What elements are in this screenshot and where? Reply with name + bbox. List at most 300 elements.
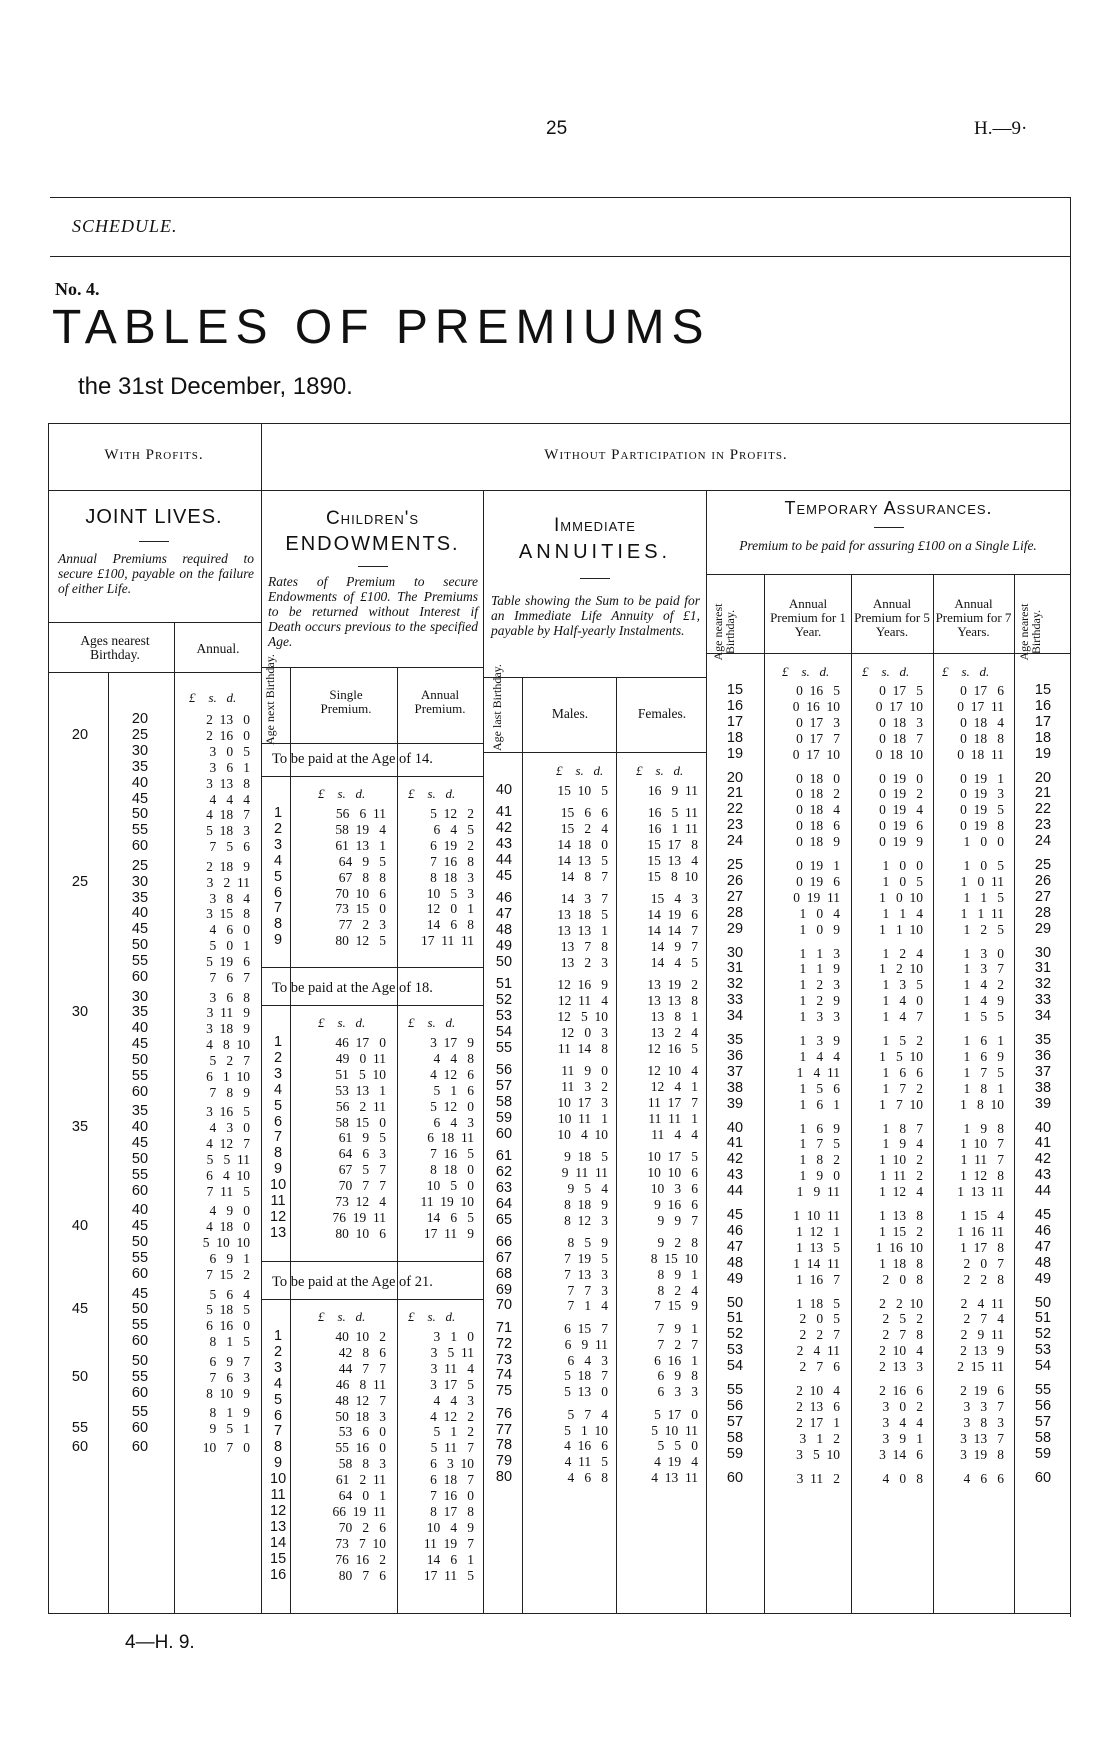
children-units-single: £ s. d. (318, 1309, 366, 1324)
joint-premium: 5 19 6 (206, 954, 250, 970)
temporary-age-right: 48 (1034, 1254, 1052, 1271)
annuities-header-bottom-rule (484, 752, 706, 753)
temporary-age-right: 20 (1034, 769, 1052, 786)
children-single-premium: 46 8 11 (335, 1376, 386, 1392)
temporary-7yr-premium: 1 1 11 (960, 905, 1004, 921)
temporary-age-right: 44 (1034, 1183, 1052, 1200)
annuities-col-males: Males. (551, 706, 589, 721)
temporary-age-right: 50 (1034, 1294, 1052, 1311)
temporary-age-left: 37 (726, 1063, 744, 1080)
temporary-1yr-premium: 1 4 4 (799, 1048, 840, 1064)
children-section-heading-rule (262, 1005, 483, 1006)
annuities-divider-1 (522, 677, 523, 1613)
joint-premium: 3 11 9 (206, 1005, 250, 1021)
temporary-age-right: 60 (1034, 1469, 1052, 1486)
children-col-age: Age next Birthday. (263, 654, 277, 745)
table-left-frame (48, 423, 49, 1613)
joint-second-age: 45 (131, 1135, 149, 1152)
temporary-1yr-premium: 1 18 5 (796, 1295, 840, 1311)
joint-units: £ s. d. (189, 690, 237, 705)
joint-premium: 10 7 0 (202, 1440, 250, 1456)
temporary-header-top-rule (707, 574, 1070, 575)
temporary-7yr-premium: 1 3 7 (963, 961, 1004, 977)
children-age: 5 (273, 868, 283, 885)
temporary-units-1yr: £ s. d. (782, 664, 830, 679)
annuity-males: 12 0 3 (560, 1024, 608, 1040)
temporary-age-right: 49 (1034, 1270, 1052, 1287)
joint-second-age: 60 (131, 1384, 149, 1401)
joint-second-age: 60 (131, 838, 149, 855)
temporary-age-left: 22 (726, 801, 744, 818)
with-profits-heading: With Profits. (104, 447, 204, 463)
annuity-males: 9 18 5 (564, 1148, 608, 1164)
annuity-males: 15 6 6 (560, 805, 608, 821)
children-single-premium: 80 10 6 (335, 1225, 386, 1241)
temporary-age-left: 56 (726, 1397, 744, 1414)
children-single-premium: 56 2 11 (335, 1098, 386, 1114)
children-annual-premium: 4 4 3 (433, 1392, 474, 1408)
joint-second-age: 50 (131, 1301, 149, 1318)
annuity-age: 71 (495, 1319, 513, 1336)
children-annual-premium: 7 16 0 (430, 1488, 474, 1503)
children-age: 9 (273, 1161, 283, 1178)
temporary-age-left: 27 (726, 888, 744, 905)
subtitle: the 31st December, 1890. (78, 373, 353, 400)
children-single-premium: 44 7 7 (338, 1360, 386, 1376)
temporary-age-right: 21 (1034, 785, 1052, 802)
joint-second-age: 30 (131, 873, 149, 890)
temporary-1yr-premium: 1 14 11 (793, 1255, 840, 1271)
children-units-annual: £ s. d. (408, 786, 456, 801)
annuity-females: 9 2 8 (657, 1234, 698, 1250)
joint-premium: 3 13 8 (206, 775, 250, 791)
children-single-premium: 66 19 11 (332, 1503, 386, 1519)
joint-second-age: 40 (131, 1020, 149, 1037)
temporary-7yr-premium: 3 19 8 (960, 1446, 1004, 1462)
joint-primary-age: 25 (71, 873, 89, 890)
joint-second-age: 45 (131, 1218, 149, 1235)
children-single-premium: 76 19 11 (332, 1209, 386, 1225)
children-age: 12 (270, 1502, 287, 1519)
joint-premium: 3 16 5 (206, 1104, 250, 1120)
temporary-5yr-premium: 0 17 5 (879, 683, 923, 698)
temporary-age-right: 58 (1034, 1429, 1052, 1446)
children-units-annual: £ s. d. (408, 1309, 456, 1324)
joint-second-age: 50 (131, 1352, 149, 1369)
temporary-7yr-premium: 1 13 11 (957, 1184, 1004, 1200)
temporary-age-right: 18 (1034, 729, 1052, 746)
joint-second-age: 60 (131, 1266, 149, 1282)
temporary-age-left: 59 (726, 1445, 744, 1462)
temporary-age-left: 35 (726, 1032, 744, 1048)
annuity-age: 64 (495, 1195, 513, 1212)
children-single-premium: 53 6 0 (338, 1424, 386, 1440)
annuity-age: 72 (495, 1335, 513, 1352)
annuities-units-females: £ s. d. (636, 763, 684, 778)
temporary-1yr-premium: 0 17 7 (796, 730, 840, 746)
section-rule (48, 490, 1070, 491)
temporary-age-left: 42 (726, 1151, 744, 1168)
temporary-age-left: 47 (726, 1238, 744, 1255)
children-age: 3 (273, 1065, 283, 1082)
children-annual-premium: 5 1 2 (433, 1424, 474, 1440)
joint-premium: 3 18 9 (206, 1021, 250, 1037)
joint-second-age: 60 (131, 1083, 149, 1100)
footer-code: 4—H. 9. (125, 1632, 195, 1653)
temporary-header-bottom-rule (707, 653, 1070, 654)
temporary-age-right: 42 (1034, 1151, 1052, 1168)
joint-second-age: 35 (131, 1103, 149, 1120)
annuity-males: 4 6 8 (567, 1470, 608, 1486)
children-annual-premium: 14 6 5 (426, 1209, 474, 1225)
temporary-1yr-premium: 0 19 1 (796, 858, 840, 873)
annuity-females: 9 16 6 (654, 1196, 698, 1212)
temporary-age-right: 59 (1034, 1445, 1052, 1462)
temporary-5yr-premium: 1 8 7 (882, 1120, 923, 1136)
children-age: 2 (273, 820, 283, 837)
annuities-title-line2: ANNUITIES. (518, 541, 672, 563)
temporary-5yr-premium: 1 18 8 (879, 1255, 923, 1271)
joint-premium: 4 6 0 (209, 922, 250, 938)
temporary-1yr-premium: 2 13 6 (796, 1398, 840, 1414)
children-single-premium: 73 15 0 (335, 901, 386, 917)
children-annual-premium: 6 4 3 (433, 1114, 474, 1130)
annuity-males: 12 11 4 (557, 993, 608, 1008)
temporary-5yr-premium: 1 5 10 (879, 1048, 923, 1064)
annuity-males: 4 16 6 (564, 1438, 608, 1454)
annuities-col-age: Age last Birthday. (490, 664, 504, 751)
joint-divider-1 (108, 672, 109, 1613)
temporary-5yr-premium: 1 2 10 (879, 961, 923, 977)
joint-second-age: 55 (131, 1167, 149, 1183)
annuity-age: 44 (495, 852, 513, 868)
temporary-7yr-premium: 1 6 9 (963, 1048, 1004, 1064)
annuity-age: 45 (495, 867, 513, 884)
temporary-5yr-premium: 1 16 10 (875, 1239, 923, 1255)
temporary-7yr-premium: 1 3 0 (963, 945, 1004, 961)
temporary-7yr-premium: 0 18 8 (960, 730, 1004, 746)
annuity-age: 68 (495, 1265, 513, 1282)
joint-second-age: 50 (131, 1052, 149, 1069)
joint-premium: 5 6 4 (209, 1286, 250, 1302)
temporary-5yr-premium: 0 19 6 (879, 818, 923, 834)
children-age: 6 (273, 1407, 283, 1424)
joint-second-age: 45 (131, 1285, 149, 1302)
temporary-age-left: 34 (726, 1008, 744, 1025)
temporary-1yr-premium: 1 7 5 (799, 1136, 840, 1152)
temporary-age-left: 40 (726, 1119, 744, 1136)
temporary-7yr-premium: 1 0 11 (960, 873, 1004, 889)
annuity-age: 59 (495, 1109, 513, 1126)
divider-joint-children (261, 423, 262, 1613)
temporary-age-right: 28 (1034, 904, 1052, 921)
temporary-1yr-premium: 3 5 10 (796, 1446, 840, 1462)
annuity-males: 13 13 1 (557, 923, 608, 938)
children-single-premium: 61 9 5 (338, 1130, 386, 1146)
annuities-units-males: £ s. d. (556, 763, 604, 778)
joint-col-annual: Annual. (196, 641, 240, 656)
joint-second-age: 60 (131, 1419, 149, 1436)
annuity-females: 9 9 7 (657, 1212, 698, 1228)
joint-lives-note: Annual Premiums required to secure £100, payable on the failure of either Life. (58, 551, 254, 596)
temporary-age-right: 39 (1034, 1095, 1052, 1112)
children-age: 4 (273, 852, 283, 869)
children-annual-premium: 6 18 11 (427, 1130, 474, 1146)
annuity-age: 47 (495, 906, 513, 923)
temporary-5yr-premium: 2 16 6 (879, 1383, 923, 1398)
temporary-7yr-premium: 1 15 4 (960, 1208, 1004, 1223)
annuity-males: 5 13 0 (564, 1384, 608, 1400)
temporary-age-right: 47 (1034, 1238, 1052, 1255)
children-section-heading: To be paid at the Age of 14. (272, 751, 433, 767)
temporary-5yr-premium: 0 19 2 (879, 786, 923, 802)
temporary-1yr-premium: 1 4 11 (796, 1064, 840, 1080)
temporary-1yr-premium: 1 13 5 (796, 1239, 840, 1255)
joint-second-age: 55 (131, 1068, 149, 1084)
joint-lives-title: JOINT LIVES. (85, 506, 223, 528)
temporary-7yr-premium: 1 2 5 (963, 921, 1004, 937)
joint-premium: 3 0 5 (209, 743, 250, 759)
annuity-age: 78 (495, 1437, 513, 1454)
children-col-annual: Annual Premium. (414, 687, 466, 716)
joint-second-age: 20 (131, 711, 149, 727)
annuity-age: 74 (495, 1367, 513, 1384)
temporary-1yr-premium: 1 1 9 (799, 961, 840, 977)
temporary-age-left: 18 (726, 729, 744, 746)
joint-primary-age: 45 (71, 1301, 89, 1318)
annuity-females: 10 3 6 (650, 1180, 698, 1196)
temporary-age-left: 51 (726, 1310, 744, 1327)
annuities-header-top-rule (484, 677, 706, 678)
temporary-age-left: 23 (726, 817, 744, 834)
joint-premium: 4 8 10 (206, 1037, 250, 1053)
joint-premium: 5 18 3 (206, 823, 250, 839)
joint-second-age: 35 (131, 758, 149, 775)
temporary-title: Temporary Assurances. (784, 498, 993, 518)
children-single-premium: 67 5 7 (338, 1162, 386, 1178)
annuity-males: 14 8 7 (560, 868, 608, 884)
annuity-females: 11 4 4 (651, 1126, 698, 1142)
temporary-5yr-premium: 0 18 7 (879, 730, 923, 746)
children-single-premium: 50 18 3 (335, 1408, 386, 1424)
annuity-males: 12 16 9 (557, 977, 608, 993)
children-age: 7 (273, 900, 283, 917)
annuity-males: 12 5 10 (557, 1008, 608, 1024)
temporary-5yr-premium: 1 0 0 (882, 858, 923, 873)
temporary-age-left: 25 (726, 857, 744, 873)
temporary-1yr-premium: 0 19 6 (796, 873, 840, 889)
temporary-7yr-premium: 0 17 11 (957, 698, 1004, 714)
annuity-females: 13 8 1 (650, 1008, 698, 1024)
temporary-5yr-premium: 2 7 8 (882, 1327, 923, 1343)
annuity-females: 5 10 11 (651, 1422, 698, 1438)
children-annual-premium: 4 4 8 (433, 1050, 474, 1066)
temporary-age-right: 43 (1034, 1167, 1052, 1184)
children-single-premium: 58 8 3 (338, 1456, 386, 1472)
annuity-age: 57 (495, 1077, 513, 1094)
temporary-col-age-left: Age nearest Birthday. (711, 603, 737, 661)
temporary-age-right: 32 (1034, 976, 1052, 993)
joint-second-age: 55 (131, 1250, 149, 1267)
joint-second-age: 40 (131, 1119, 149, 1136)
temporary-age-right: 29 (1034, 920, 1052, 937)
temporary-age-left: 19 (726, 745, 744, 762)
temporary-5yr-premium: 2 5 2 (882, 1311, 923, 1327)
joint-second-age: 60 (131, 1333, 149, 1350)
annuity-males: 4 11 5 (564, 1454, 608, 1470)
children-annual-premium: 6 18 7 (430, 1472, 474, 1488)
annuity-age: 52 (495, 992, 513, 1008)
children-single-premium: 56 6 11 (335, 806, 386, 821)
annuity-females: 8 15 10 (650, 1250, 698, 1266)
temporary-age-left: 38 (726, 1079, 744, 1096)
children-age: 6 (273, 884, 283, 901)
children-single-premium: 58 15 0 (335, 1114, 386, 1130)
joint-premium: 8 1 9 (209, 1405, 250, 1420)
annuities-title-line1: Immediate (554, 515, 636, 536)
temporary-7yr-premium: 1 9 8 (963, 1120, 1004, 1136)
annuity-females: 15 13 4 (647, 853, 698, 868)
temporary-1yr-premium: 2 7 6 (799, 1359, 840, 1375)
annuity-males: 8 5 9 (567, 1234, 608, 1250)
temporary-5yr-premium: 0 18 3 (879, 714, 923, 730)
joint-premium: 7 15 2 (206, 1267, 250, 1282)
temporary-1yr-premium: 0 17 3 (796, 714, 840, 730)
annuity-age: 69 (495, 1281, 513, 1298)
annuity-females: 14 19 6 (647, 907, 698, 923)
children-section-heading-rule (262, 776, 483, 777)
temporary-1yr-premium: 1 16 7 (796, 1271, 840, 1287)
annuity-males: 11 3 2 (561, 1078, 608, 1094)
annuity-females: 10 17 5 (647, 1148, 698, 1164)
temporary-5yr-premium: 0 17 10 (875, 698, 923, 714)
temporary-7yr-premium: 1 7 5 (963, 1064, 1004, 1080)
annuity-males: 14 3 7 (560, 891, 608, 907)
children-age: 10 (270, 1471, 287, 1488)
annuity-age: 43 (495, 836, 513, 853)
annuities-divider-2 (616, 677, 617, 1613)
temporary-1yr-premium: 3 11 2 (796, 1470, 840, 1486)
joint-second-age: 55 (131, 1368, 149, 1385)
temporary-age-left: 55 (726, 1382, 744, 1398)
temporary-age-left: 41 (726, 1135, 744, 1152)
annuity-females: 12 10 4 (647, 1063, 698, 1078)
annuity-females: 15 17 8 (647, 837, 698, 853)
joint-premium: 5 0 1 (209, 938, 250, 954)
annuity-age: 50 (495, 953, 513, 970)
temporary-5yr-premium: 1 1 4 (882, 905, 923, 921)
temporary-col-7yr: Annual Premium for 7 Years. (935, 596, 1012, 639)
annuity-males: 14 18 0 (557, 837, 608, 853)
joint-second-age: 60 (131, 1439, 149, 1456)
temporary-age-right: 17 (1034, 713, 1052, 730)
temporary-5yr-premium: 2 10 4 (879, 1343, 923, 1359)
temporary-5yr-premium: 1 3 5 (882, 977, 923, 993)
children-single-premium: 49 0 11 (335, 1050, 386, 1066)
temporary-1yr-premium: 0 16 10 (792, 698, 840, 714)
children-title-line1: Children's (325, 508, 420, 529)
temporary-1yr-premium: 0 18 2 (796, 786, 840, 802)
temporary-age-left: 45 (726, 1207, 744, 1223)
table-number: No. 4. (55, 279, 100, 299)
temporary-1yr-premium: 0 16 5 (796, 683, 840, 698)
temporary-7yr-premium: 1 6 1 (963, 1033, 1004, 1048)
children-single-premium: 73 12 4 (335, 1194, 386, 1209)
annuity-males: 7 1 4 (567, 1298, 608, 1314)
right-frame (1070, 197, 1071, 1617)
page-number: 25 (546, 118, 568, 139)
temporary-1yr-premium: 1 2 9 (799, 993, 840, 1009)
temporary-7yr-premium: 1 8 10 (960, 1096, 1004, 1112)
joint-second-age: 50 (131, 806, 149, 823)
temporary-1yr-premium: 3 1 2 (799, 1430, 840, 1446)
children-age: 11 (270, 1487, 286, 1503)
top-rule (50, 197, 1071, 198)
annuity-age: 65 (495, 1211, 513, 1228)
annuity-males: 8 18 9 (564, 1196, 608, 1212)
joint-header-bottom-rule (48, 672, 261, 673)
children-age: 2 (273, 1049, 283, 1066)
joint-premium: 7 6 3 (209, 1369, 250, 1385)
temporary-age-left: 17 (726, 713, 744, 730)
children-single-premium: 61 2 11 (335, 1472, 386, 1488)
temporary-age-left: 54 (726, 1358, 744, 1375)
temporary-1yr-premium: 1 0 9 (799, 921, 840, 937)
temporary-5yr-premium: 1 15 2 (879, 1223, 923, 1239)
children-annual-premium: 3 11 4 (430, 1360, 474, 1376)
children-single-premium: 80 12 5 (335, 933, 386, 949)
temporary-5yr-premium: 1 10 2 (879, 1152, 923, 1168)
temporary-divider-3 (933, 574, 934, 1613)
temporary-age-left: 36 (726, 1047, 744, 1064)
joint-second-age: 60 (131, 1182, 149, 1199)
temporary-7yr-premium: 1 0 5 (963, 858, 1004, 873)
temporary-7yr-premium: 3 8 3 (963, 1414, 1004, 1430)
temporary-5yr-premium: 1 7 10 (879, 1096, 923, 1112)
joint-col-ages: Ages nearest Birthday. (80, 633, 150, 662)
temporary-age-right: 45 (1034, 1207, 1052, 1223)
annuity-males: 5 1 10 (564, 1422, 608, 1438)
temporary-5yr-premium: 2 2 10 (879, 1295, 923, 1311)
children-divider-2 (397, 667, 398, 1613)
temporary-5yr-premium: 1 1 10 (879, 921, 923, 937)
joint-second-age: 50 (131, 937, 149, 954)
temporary-1yr-premium: 2 0 5 (799, 1311, 840, 1327)
children-single-premium: 73 7 10 (335, 1535, 386, 1551)
joint-second-age: 25 (131, 857, 149, 874)
annuity-age: 49 (495, 937, 513, 954)
children-age: 16 (270, 1566, 287, 1583)
temporary-7yr-premium: 1 10 7 (960, 1136, 1004, 1152)
children-annual-premium: 5 12 0 (430, 1098, 474, 1114)
annuity-females: 4 19 4 (654, 1454, 698, 1470)
temporary-age-left: 30 (726, 944, 744, 961)
temporary-age-right: 16 (1034, 697, 1052, 714)
annuity-females: 16 9 11 (647, 783, 698, 798)
children-annual-premium: 10 5 3 (426, 885, 474, 901)
temporary-divider-1 (764, 574, 765, 1613)
annuity-females: 13 2 4 (650, 1024, 698, 1040)
annuity-age: 75 (495, 1383, 513, 1400)
joint-premium: 2 16 0 (206, 727, 250, 743)
temporary-age-right: 26 (1034, 872, 1052, 889)
annuity-females: 12 16 5 (647, 1040, 698, 1056)
joint-premium: 4 9 0 (209, 1203, 250, 1219)
annuity-males: 10 11 1 (557, 1110, 608, 1126)
joint-premium: 2 18 9 (206, 858, 250, 874)
children-age: 5 (273, 1097, 283, 1114)
annuity-males: 13 18 5 (557, 907, 608, 923)
